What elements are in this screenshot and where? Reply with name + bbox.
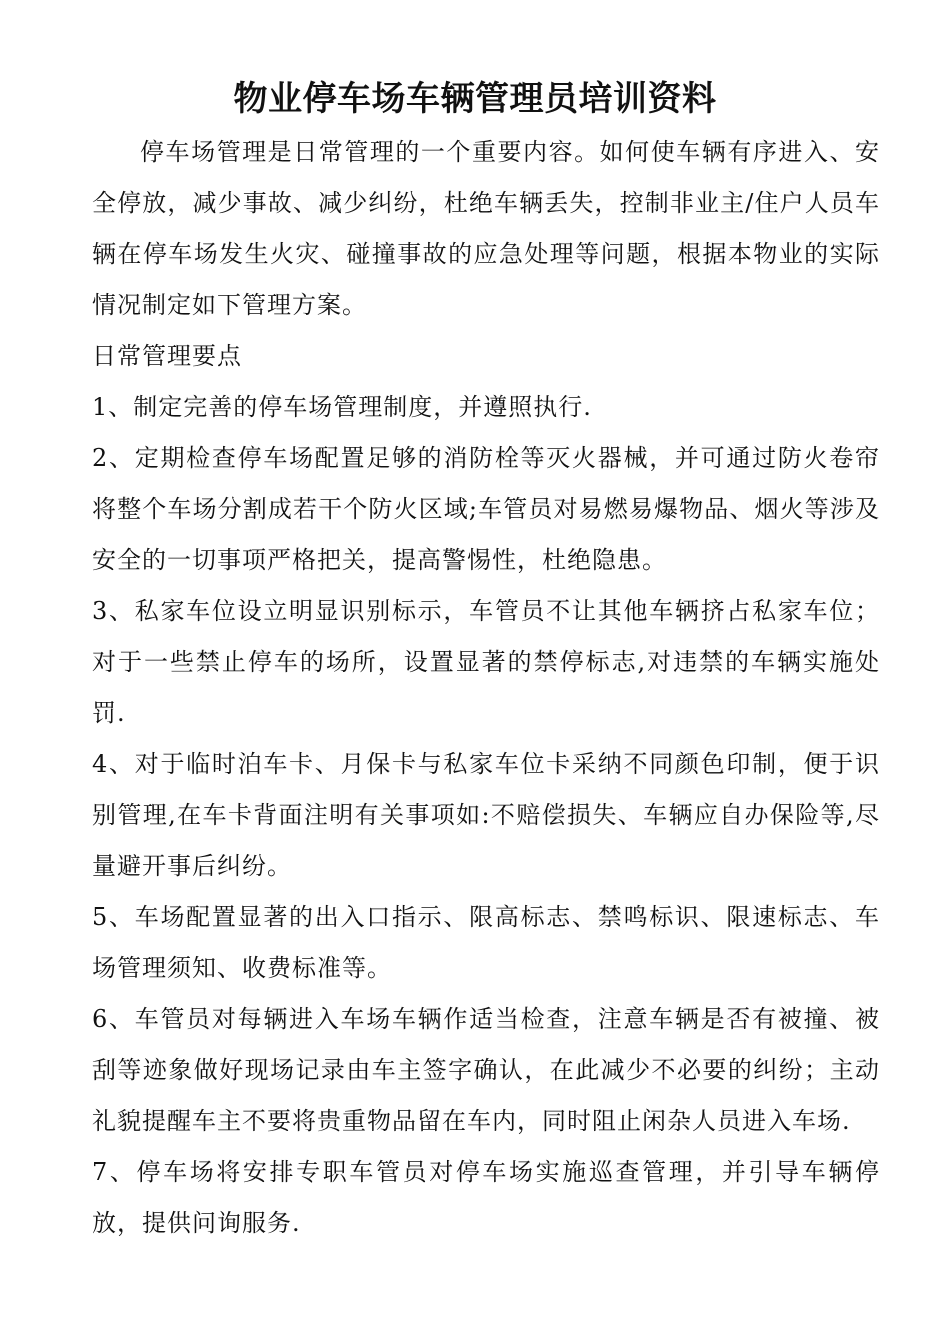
list-item-1: 1、制定完善的停车场管理制度，并遵照执行. [92,393,592,421]
list-item-5: 5、车场配置显著的出入口指示、限高标志、禁鸣标识、限速标志、车场管理须知、收费标准等。 [92,903,880,982]
intro-paragraph: 停车场管理是日常管理的一个重要内容。如何使车辆有序进入、安全停放，减少事故、减少纠纷，杜绝车辆丢失，控制非业主/住户人员车辆在停车场发生火灾、碰撞事故的应急处理等问题，根据本物业的实际情况制定如下管理方案。 [92,138,880,319]
list-item-4: 4、对于临时泊车卡、月保卡与私家车位卡采纳不同颜色印制，便于识别管理,在车卡背面注明有关事项如:不赔偿损失、车辆应自办保险等,尽量避开事后纠纷。 [92,750,880,880]
list-item-6: 6、车管员对每辆进入车场车辆作适当检查，注意车辆是否有被撞、被刮等迹象做好现场记录由车主签字确认，在此减少不必要的纠纷；主动礼貌提醒车主不要将贵重物品留在车内，同时阻止闲杂人员进入车场. [92,1005,880,1135]
list-item-3: 3、私家车位设立明显识别标示，车管员不让其他车辆挤占私家车位；对于一些禁止停车的场所，设置显著的禁停标志,对违禁的车辆实施处罚. [92,597,880,727]
section-heading: 日常管理要点 [92,342,242,370]
document-body [92,127,880,1249]
document-title: 物业停车场车辆管理员培训资料 [233,79,717,119]
list-item-7: 7、停车场将安排专职车管员对停车场实施巡查管理，并引导车辆停放，提供问询服务. [92,1158,880,1237]
list-item-2: 2、定期检查停车场配置足够的消防栓等灭火器械，并可通过防火卷帘将整个车场分割成若干个防火区域;车管员对易燃易爆物品、烟火等涉及安全的一切事项严格把关，提高警惕性，杜绝隐患。 [92,444,880,574]
